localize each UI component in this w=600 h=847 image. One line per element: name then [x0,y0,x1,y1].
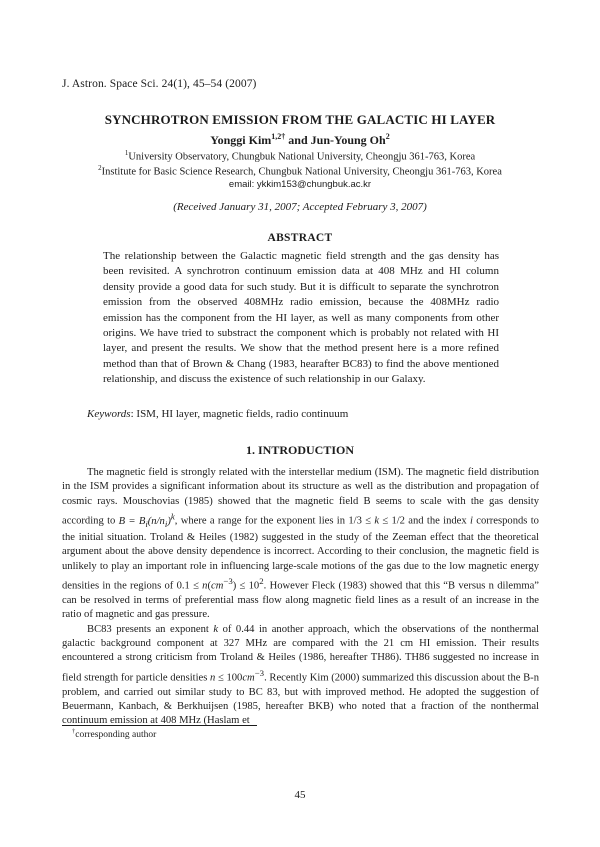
abstract-body: The relationship between the Galactic magnetic field strength and the gas density has been revisited. A synchrotron continuum emission data at 408 MHz and HI column density provide a good data for such study. But it is difficult to separate the synchrotron emission from the observed 408MHz radio emission, because the 408MHz radio emission has the component from the HI layer, as well as many components from other origins. We have tried to substract the component which is probably not related with HI layer, and present the results. We show that the method present here is a more refined method than that of Brown & Chang (1983, hearafter BC83) to find the above mentioned relationship, and discuss the existence of such relationship in our Galaxy. [103,250,499,386]
journal-reference: J. Astron. Space Sci. 24(1), 45–54 (2007) [62,78,257,90]
affiliation-1 [0,149,600,163]
paper-title: SYNCHROTRON EMISSION FROM THE GALACTIC HI LAYER [104,112,496,127]
affiliation-2 [0,164,600,178]
footnote [72,728,156,740]
introduction-body [62,466,539,729]
section-heading-introduction: 1. INTRODUCTION [245,443,354,457]
affiliation-text: Institute for Basic Science Research, Chungbuk National University, Cheongju 361-763, Korea [101,166,502,178]
keywords-text: : ISM, HI layer, magnetic fields, radio continuum [130,408,349,420]
author-line [0,132,600,148]
author-affiliation-marks: 2 [385,132,390,141]
author-connector: and [285,133,311,147]
footnote-mark: † [72,728,76,735]
affiliation-mark: 2 [98,164,102,172]
author-affiliation-marks: 1,2† [271,132,286,141]
footnote-text: corresponding author [75,730,157,741]
author-name: Jun-Young Oh [310,133,386,147]
keywords-label: Keywords [87,408,131,420]
affiliation-text: University Observatory, Chungbuk National University, Cheongju 361-763, Korea [128,151,476,163]
email-label: email: [228,179,257,190]
received-dates: (Received January 31, 2007; Accepted February 3, 2007) [173,201,427,213]
keywords-line [87,408,348,420]
email-line [0,179,600,190]
footnote-divider [62,725,257,726]
author-name: Yonggi Kim [210,133,272,147]
paragraph: The magnetic field is strongly related with the interstellar medium (ISM). The magnetic field distribution in the ISM provides a significant information about its structure as well as the distribution and propagation of cosmic rays. Mouschovias (1985) showed that the magnetic field B seems to scale with the gas density according to $B = B_i(n/n_i)^k$, where a range for the exponent lies in 1/3 ≤ k ≤ 1/2 and the index i corresponds to the initial situation. Troland & Heiles (1982) suggested in the study of the Zeeman effect that the theoretical argument about the above density dependence is incorrect. According to their conclusion, the magnetic field is unlikely to play an important role in influencing large-scale motions of the gas due to the low magnetic energy densities in the regions of $0.1 \le n(cm^{-3}) \le 10^2$. However Fleck (1983) showed that this “B versus n dilemma” can be resolved in terms of preferential mass flow along magnetic field lines as a result of an increase in the ratio of magnetic and gas pressure. [62,467,539,621]
equation: $B = B_i(n/n_i)^k$ [118,511,175,529]
paragraph: BC83 presents an exponent k of 0.44 in another approach, which the observations of the nonthermal galactic background component at 327 MHz are compared with the 21 cm HI emission. Their results encountered a strong criticism from Troland & Heiles (1986, hereafter TH86). TH86 suggested no increase in field strength for particle densities $n \le 100cm^{-3}$. Recently Kim (2000) summarized this discussion about the B-n problem, and carried out similar study to BC 83, but with improved method. He adopted the suggestion of Beuermann, Kanbach, & Berkhuijsen (1985, hereafter BKB) who noted that a fraction of the nonthermal continuum emission at 408 MHz (Haslam et [62,623,539,727]
abstract-heading: ABSTRACT [267,232,333,244]
affiliation-mark: 1 [124,149,129,157]
page-number: 45 [294,789,306,801]
email-address[interactable]: ykkim153@chungbuk.ac.kr [256,179,372,190]
